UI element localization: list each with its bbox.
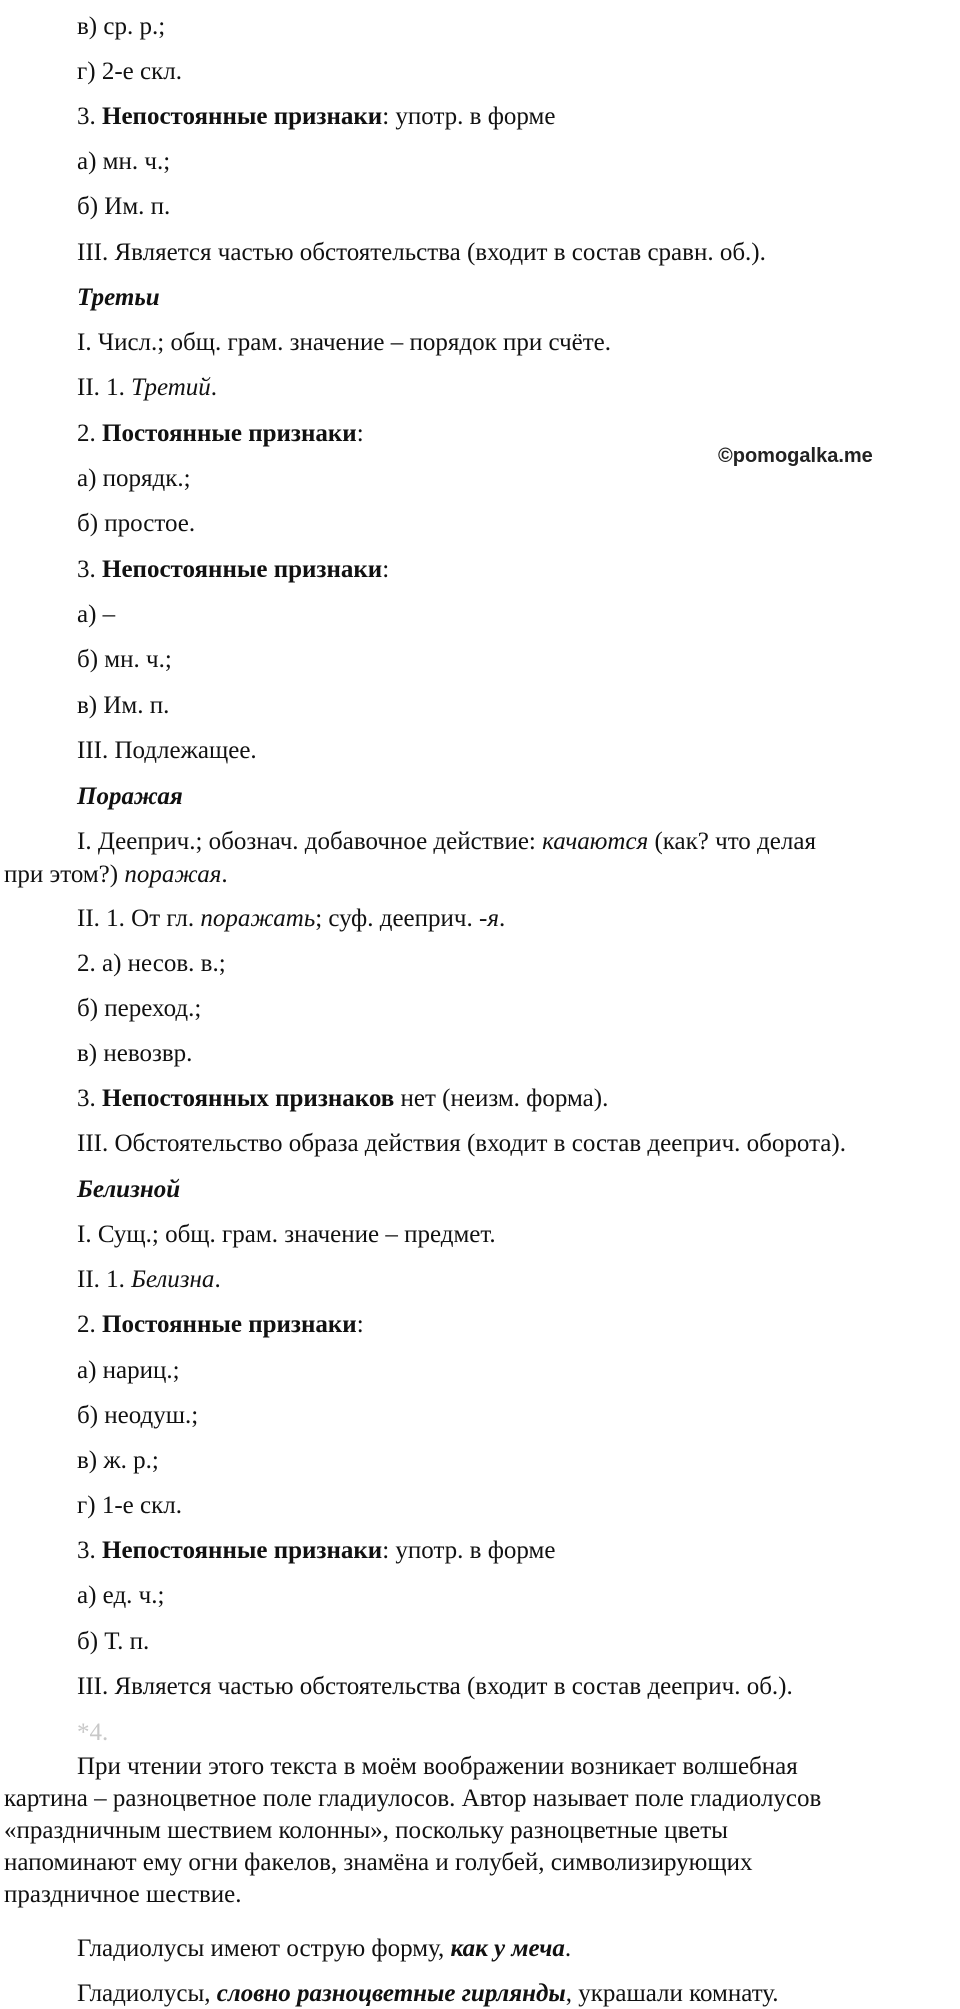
italic-text: Третий bbox=[131, 374, 211, 401]
text-line bbox=[77, 1310, 364, 1340]
bold-italic-text: как у меча bbox=[450, 1935, 565, 1962]
text-line bbox=[77, 1446, 159, 1476]
text-line bbox=[77, 192, 170, 222]
italic-text: Белизна bbox=[131, 1266, 215, 1293]
text-line bbox=[77, 1672, 793, 1702]
text-span: 3. bbox=[77, 556, 102, 583]
text-line bbox=[77, 600, 115, 630]
text-line bbox=[77, 328, 611, 358]
text-span: при этом?) bbox=[4, 861, 125, 888]
bold-text: Непостоянные признаки bbox=[102, 1537, 383, 1564]
text-span: *4. bbox=[77, 1719, 109, 1746]
text-span: III. Является частью обстоятельства (входит в состав дееприч. об.). bbox=[77, 1673, 793, 1700]
text-span: Третьи bbox=[77, 284, 160, 311]
text-line bbox=[77, 1627, 149, 1657]
bold-text: Непостоянные признаки bbox=[102, 103, 383, 130]
text-span: ; суф. дееприч. - bbox=[315, 905, 488, 932]
text-span: б) переход.; bbox=[77, 995, 202, 1022]
text-span: Поражая bbox=[77, 783, 183, 810]
bold-text: Непостоянных признаков bbox=[102, 1085, 395, 1112]
text-span: 3. bbox=[77, 103, 102, 130]
text-line bbox=[77, 1491, 182, 1521]
text-span: . bbox=[214, 1266, 221, 1293]
text-line bbox=[77, 12, 165, 42]
text-span: . bbox=[498, 905, 506, 932]
text-span: а) порядк.; bbox=[77, 465, 191, 492]
text-line bbox=[77, 373, 217, 403]
text-span: б) мн. ч.; bbox=[77, 646, 172, 673]
text-line bbox=[77, 904, 505, 934]
text-span: б) Т. п. bbox=[77, 1628, 150, 1655]
text-span: а) ед. ч.; bbox=[77, 1582, 165, 1609]
text-span: : употр. в форме bbox=[382, 103, 556, 130]
text-line bbox=[77, 827, 816, 857]
text-line bbox=[77, 238, 766, 268]
text-span: II. 1. bbox=[77, 374, 132, 401]
text-line bbox=[4, 1816, 728, 1846]
text-line bbox=[77, 555, 389, 585]
section-heading bbox=[77, 283, 160, 313]
italic-text: я bbox=[487, 905, 499, 932]
text-span: а) мн. ч.; bbox=[77, 148, 171, 175]
text-span: Гладиолусы имеют острую форму, bbox=[77, 1935, 451, 1962]
text-span: I. Дееприч.; обознач. добавочное действие: bbox=[77, 828, 543, 855]
text-span: : bbox=[382, 556, 390, 583]
watermark: ©pomogalka.me bbox=[718, 445, 873, 467]
text-line bbox=[77, 1265, 221, 1295]
section-heading bbox=[77, 1175, 180, 1205]
text-span: III. Подлежащее. bbox=[77, 737, 257, 764]
text-line bbox=[77, 1129, 846, 1159]
text-span: Белизной bbox=[77, 1176, 181, 1203]
text-line bbox=[77, 57, 182, 87]
text-span: . bbox=[564, 1935, 572, 1962]
text-span: 2. bbox=[77, 1311, 102, 1338]
text-span: (как? что делая bbox=[648, 828, 816, 855]
text-line bbox=[77, 464, 191, 494]
italic-text: поражая bbox=[124, 861, 222, 888]
text-span: «праздничным шествием колонны», поскольку разноцветные цветы bbox=[4, 1817, 728, 1844]
text-span: г) 2-е скл. bbox=[77, 58, 182, 85]
text-span: 2. bbox=[77, 420, 102, 447]
text-span: , украшали комнату. bbox=[565, 1980, 779, 2007]
text-span: : употр. в форме bbox=[382, 1537, 556, 1564]
text-span: Гладиолусы, bbox=[77, 1980, 217, 2007]
italic-text: качаются bbox=[542, 828, 649, 855]
text-line bbox=[4, 1784, 821, 1814]
text-span: II. 1. От гл. bbox=[77, 905, 201, 932]
text-span: 3. bbox=[77, 1537, 102, 1564]
text-span: При чтении этого текста в моём воображении возникает волшебная bbox=[77, 1753, 798, 1780]
text-line bbox=[77, 1934, 571, 1964]
text-line bbox=[77, 994, 201, 1024]
text-span: 2. а) несов. в.; bbox=[77, 950, 226, 977]
bold-text: Постоянные признаки bbox=[102, 1311, 357, 1338]
text-line bbox=[77, 1084, 608, 1114]
text-line bbox=[77, 1356, 180, 1386]
text-line bbox=[77, 1039, 192, 1069]
text-span: 3. bbox=[77, 1085, 102, 1112]
text-span: в) невозвр. bbox=[77, 1040, 193, 1067]
text-span: III. Является частью обстоятельства (входит в состав сравн. об.). bbox=[77, 239, 766, 266]
text-line bbox=[77, 1536, 555, 1566]
text-line bbox=[77, 102, 555, 132]
text-line bbox=[4, 1848, 753, 1878]
text-span: . bbox=[210, 374, 218, 401]
text-span: II. 1. bbox=[77, 1266, 132, 1293]
text-span: г) 1-е скл. bbox=[77, 1492, 182, 1519]
bold-text: Постоянные признаки bbox=[102, 420, 357, 447]
text-line bbox=[77, 1718, 108, 1748]
text-span: I. Сущ.; общ. грам. значение – предмет. bbox=[77, 1221, 496, 1248]
text-span: б) простое. bbox=[77, 510, 196, 537]
text-line bbox=[77, 1220, 496, 1250]
text-line bbox=[77, 736, 257, 766]
text-span: I. Числ.; общ. грам. значение – порядок при счёте. bbox=[77, 329, 612, 356]
text-span: III. Обстоятельство образа действия (входит в состав дееприч. оборота). bbox=[77, 1130, 846, 1157]
text-line bbox=[77, 1581, 164, 1611]
section-heading bbox=[77, 782, 183, 812]
italic-text: поражать bbox=[200, 905, 316, 932]
text-line bbox=[4, 1880, 242, 1910]
text-span: а) нариц.; bbox=[77, 1357, 180, 1384]
text-span: напоминают ему огни факелов, знамёна и голубей, символизирующих bbox=[4, 1849, 753, 1876]
text-line bbox=[77, 1752, 798, 1782]
text-span: . bbox=[221, 861, 228, 888]
bold-italic-text: словно разноцветные гирлянды bbox=[216, 1980, 566, 2007]
bold-text: Непостоянные признаки bbox=[102, 556, 383, 583]
text-span: нет (неизм. форма). bbox=[394, 1085, 609, 1112]
text-span: б) неодуш.; bbox=[77, 1402, 199, 1429]
text-span: б) Им. п. bbox=[77, 193, 171, 220]
text-line bbox=[77, 509, 195, 539]
text-span: : bbox=[356, 420, 364, 447]
text-span: картина – разноцветное поле гладиулосов. Автор называет поле гладиолусов bbox=[4, 1785, 822, 1812]
text-span: а) – bbox=[77, 601, 116, 628]
text-line bbox=[77, 691, 169, 721]
text-span: в) Им. п. bbox=[77, 692, 170, 719]
text-span: в) ср. р.; bbox=[77, 13, 166, 40]
text-span: праздничное шествие. bbox=[4, 1881, 242, 1908]
text-line bbox=[77, 1979, 779, 2009]
text-line bbox=[4, 860, 228, 890]
text-span: в) ж. р.; bbox=[77, 1447, 159, 1474]
text-line bbox=[77, 645, 172, 675]
text-line bbox=[77, 949, 226, 979]
text-line bbox=[77, 147, 170, 177]
text-span: : bbox=[356, 1311, 364, 1338]
text-line bbox=[77, 419, 364, 449]
text-line bbox=[77, 1401, 198, 1431]
